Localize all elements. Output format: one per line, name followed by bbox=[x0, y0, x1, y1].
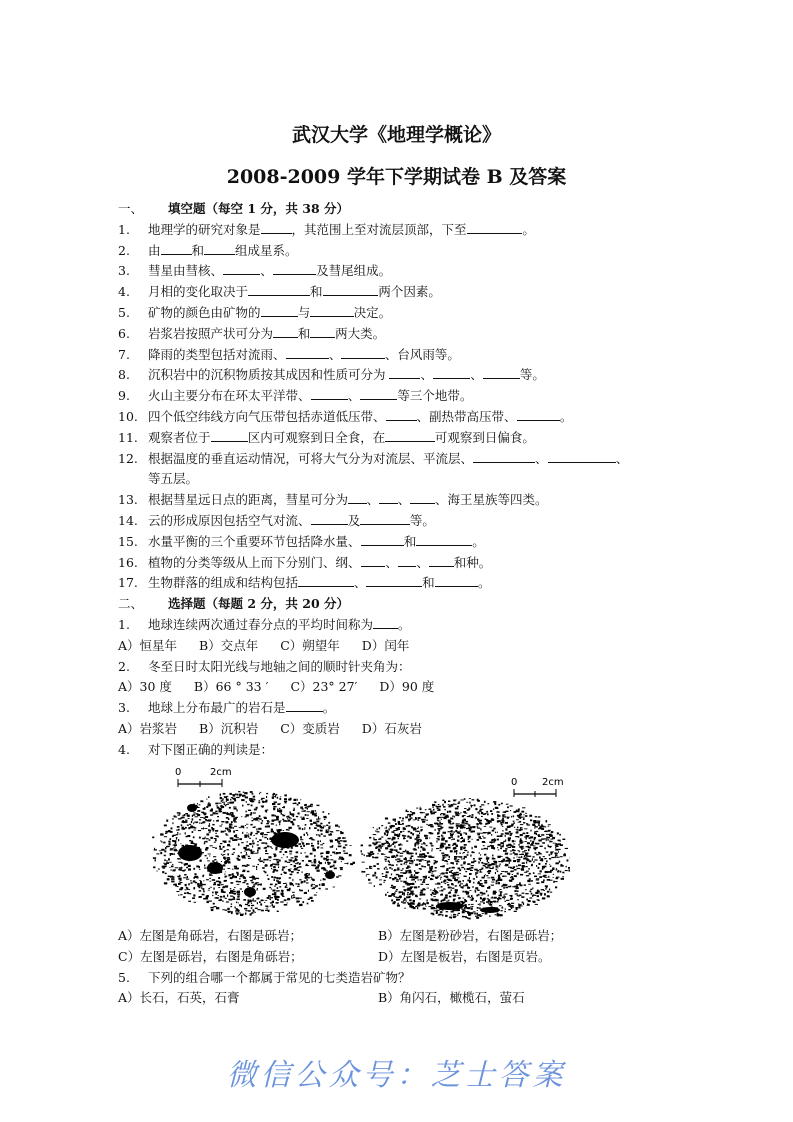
question-text: 四个低空纬线方向气压带包括赤道低压带、 bbox=[148, 408, 386, 424]
choice-question-3 bbox=[118, 698, 718, 719]
question-number: 11. bbox=[118, 429, 138, 445]
question-text: 等。 bbox=[519, 367, 545, 383]
question-text: 地球上分布最广的岩石是 bbox=[148, 700, 286, 716]
section-label: 选择题（每题 2 分，共 20 分） bbox=[168, 596, 350, 612]
question-text: 地理学的研究对象是 bbox=[148, 221, 261, 237]
question-number: 15. bbox=[118, 533, 138, 549]
answer-blank[interactable] bbox=[361, 532, 404, 546]
option-a[interactable]: A）恒星年 bbox=[118, 637, 178, 653]
fill-question-2 bbox=[118, 241, 718, 262]
question-number: 16. bbox=[118, 554, 138, 570]
scale-zero: 0 bbox=[511, 777, 518, 788]
option-d[interactable]: D）左图是板岩，右图是页岩。 bbox=[378, 948, 551, 964]
question-number: 5. bbox=[118, 969, 130, 985]
question-number: 14. bbox=[118, 512, 138, 528]
question-text: 区内可观察到日全食，在 bbox=[247, 429, 386, 445]
answer-blank[interactable] bbox=[204, 241, 235, 255]
answer-blank[interactable] bbox=[360, 511, 410, 525]
question-text: 岩浆岩按照产状可分为 bbox=[148, 325, 274, 341]
question-number: 3. bbox=[118, 700, 130, 716]
question-text: 和 bbox=[310, 284, 323, 300]
question-text: 和 bbox=[297, 325, 311, 341]
answer-blank[interactable] bbox=[517, 407, 560, 421]
question-text: 和 bbox=[191, 242, 205, 258]
answer-blank[interactable] bbox=[323, 282, 379, 296]
option-d[interactable]: D）闰年 bbox=[361, 637, 410, 653]
choice-questions bbox=[118, 615, 718, 761]
question-text: 两大类。 bbox=[335, 325, 386, 341]
question-number: 3. bbox=[118, 263, 130, 279]
choice-question-4 bbox=[118, 740, 718, 761]
option-c[interactable]: C）变质岩 bbox=[280, 720, 340, 736]
scale-zero: 0 bbox=[175, 767, 182, 778]
fill-question-5 bbox=[118, 303, 718, 324]
answer-blank[interactable] bbox=[467, 220, 523, 234]
option-b[interactable]: B）沉积岩 bbox=[199, 720, 259, 736]
option-c[interactable]: C）23° 27′ bbox=[290, 679, 358, 695]
question-text: 彗星由彗核、 bbox=[148, 263, 224, 279]
answer-blank[interactable] bbox=[379, 490, 398, 504]
fill-question-13 bbox=[118, 490, 718, 511]
question-text: 、 bbox=[347, 388, 361, 404]
question-number: 1. bbox=[118, 221, 130, 237]
question-text: 、 bbox=[366, 492, 380, 508]
watermark: 微信公众号：芝士答案 bbox=[226, 1058, 567, 1093]
question-text: ，其范围上至对流层顶部，下至 bbox=[291, 221, 467, 237]
answer-blank[interactable] bbox=[366, 573, 422, 587]
question-text: 水量平衡的三个重要环节包括降水量、 bbox=[148, 533, 361, 549]
question-number: 10. bbox=[118, 408, 138, 424]
answer-blank[interactable] bbox=[223, 261, 260, 275]
answer-blank[interactable] bbox=[341, 345, 384, 359]
exam-body bbox=[118, 199, 718, 761]
section-fill-heading bbox=[118, 199, 718, 220]
section-number: 一、 bbox=[118, 201, 144, 216]
scale-label: 2cm bbox=[542, 777, 564, 788]
question-text: 。 bbox=[322, 700, 336, 716]
option-d[interactable]: D）石灰岩 bbox=[361, 720, 422, 736]
answer-blank[interactable] bbox=[248, 282, 310, 296]
question-number: 13. bbox=[118, 492, 138, 508]
question-text: 可观察到日偏食。 bbox=[434, 429, 535, 445]
question-text: 沉积岩中的沉积物质按其成因和性质可分为 bbox=[148, 367, 390, 383]
answer-blank[interactable] bbox=[273, 261, 316, 275]
question-number: 17. bbox=[118, 575, 138, 591]
answer-blank[interactable] bbox=[386, 407, 417, 421]
fill-question-4 bbox=[118, 282, 718, 303]
answer-blank[interactable] bbox=[286, 698, 323, 712]
q5-options-row bbox=[118, 988, 718, 1009]
option-b[interactable]: B）66 ° 33 ′ bbox=[193, 679, 269, 695]
question-text: 、 bbox=[328, 346, 342, 362]
answer-blank[interactable] bbox=[410, 490, 435, 504]
option-b[interactable]: B）角闪石，橄榄石，萤石 bbox=[378, 990, 525, 1006]
question-text: 、 bbox=[615, 450, 629, 466]
question-text: 。 bbox=[522, 221, 535, 237]
question-text: 根据彗星远日点的距离，彗星可分为 bbox=[148, 492, 349, 508]
question-text: 、 bbox=[353, 575, 367, 591]
q4-options-row-1 bbox=[118, 926, 718, 947]
question-text: 、 bbox=[385, 554, 398, 570]
fill-question-8 bbox=[118, 365, 718, 386]
question-text: 组成星系。 bbox=[235, 242, 298, 258]
answer-blank[interactable] bbox=[310, 303, 353, 317]
answer-blank[interactable] bbox=[161, 241, 192, 255]
scale-bar-right bbox=[511, 777, 564, 797]
question-text: 。 bbox=[478, 575, 491, 591]
question-number: 5. bbox=[118, 304, 130, 320]
question-text: 月相的变化取决于 bbox=[148, 284, 249, 300]
option-b[interactable]: B）交点年 bbox=[199, 637, 259, 653]
question-text: 、 bbox=[397, 492, 411, 508]
answer-blank[interactable] bbox=[473, 449, 535, 463]
fill-in-questions bbox=[118, 220, 718, 594]
option-a[interactable]: A）左图是角砾岩，右图是砾岩； bbox=[118, 928, 303, 943]
question-text: 、 bbox=[535, 450, 548, 466]
answer-blank[interactable] bbox=[548, 449, 616, 463]
answer-blank[interactable] bbox=[310, 324, 335, 338]
question-number: 6. bbox=[118, 325, 130, 341]
question-number: 2. bbox=[118, 242, 130, 258]
answer-blank[interactable] bbox=[483, 365, 520, 379]
option-a[interactable]: A）30 度 bbox=[118, 679, 172, 695]
choice-question-1 bbox=[118, 615, 718, 636]
question-text: 降雨的类型包括对流雨、 bbox=[148, 346, 286, 362]
choice-question-2 bbox=[118, 657, 718, 678]
question-number: 1. bbox=[118, 616, 130, 632]
question-text: 观察者位于 bbox=[148, 429, 211, 445]
document-subtitle: 2008-2009 学年下学期试卷 B 及答案 bbox=[226, 166, 567, 188]
fill-question-17 bbox=[118, 573, 718, 594]
answer-blank[interactable] bbox=[435, 573, 478, 587]
answer-blank[interactable] bbox=[398, 553, 417, 567]
fill-question-1 bbox=[118, 220, 718, 241]
document-title: 武汉大学《地理学概论》 bbox=[291, 124, 501, 146]
question-text: 、 bbox=[420, 367, 433, 383]
answer-blank[interactable] bbox=[433, 365, 470, 379]
question-text: 火山主要分布在环太平洋带、 bbox=[148, 388, 311, 404]
answer-blank[interactable] bbox=[211, 428, 248, 442]
question-text: 等三个地带。 bbox=[397, 388, 473, 404]
question-text: 冬至日时太阳光线与地轴之间的顺时针夹角为： bbox=[148, 658, 411, 674]
question-text: 及彗尾组成。 bbox=[316, 263, 392, 279]
answer-blank[interactable] bbox=[286, 345, 329, 359]
question-text: 下列的组合哪一个都属于常见的七类造岩矿物？ bbox=[148, 969, 411, 985]
question-text: 生物群落的组成和结构包括 bbox=[148, 575, 299, 591]
question-text: 等。 bbox=[409, 512, 435, 528]
question-number: 8. bbox=[118, 367, 130, 383]
answer-blank[interactable] bbox=[373, 615, 398, 629]
option-a[interactable]: A）岩浆岩 bbox=[118, 720, 178, 736]
option-a[interactable]: A）长石，石英，石膏 bbox=[118, 990, 240, 1006]
section-choice-heading bbox=[118, 594, 718, 615]
question-text: 及 bbox=[347, 512, 361, 528]
question-text: 、台风雨等。 bbox=[384, 346, 460, 362]
question-text: 由 bbox=[148, 242, 161, 258]
fill-question-12 bbox=[118, 449, 718, 470]
question-text: 。 bbox=[472, 533, 485, 549]
fill-question-7 bbox=[118, 345, 718, 366]
question-text: 和 bbox=[422, 575, 435, 591]
question-continuation: 等五层。 bbox=[148, 471, 199, 487]
question-5 bbox=[118, 968, 718, 989]
question-text: 、副热带高压带、 bbox=[416, 408, 517, 424]
options-row bbox=[118, 636, 718, 657]
question-text: 根据温度的垂直运动情况，可将大气分为对流层、平流层、 bbox=[148, 450, 474, 466]
fill-question-3 bbox=[118, 261, 718, 282]
section-label: 填空题（每空 1 分，共 38 分） bbox=[168, 201, 350, 216]
question-text: 。 bbox=[397, 616, 411, 632]
question-text: 决定。 bbox=[353, 304, 392, 320]
question-text: 、海王星族等四类。 bbox=[435, 492, 548, 508]
question-text: 植物的分类等级从上而下分别门、纲、 bbox=[148, 554, 361, 570]
rock-figures bbox=[150, 760, 570, 928]
fill-question-9 bbox=[118, 386, 718, 407]
answer-blank[interactable] bbox=[261, 220, 292, 234]
question-text: 和 bbox=[403, 533, 417, 549]
question-text: 地球连续两次通过春分点的平均时间称为 bbox=[148, 616, 374, 632]
option-b[interactable]: B）左图是粉砂岩，右图是砾岩； bbox=[378, 928, 563, 943]
right-rock-image bbox=[361, 798, 570, 919]
options-row bbox=[118, 677, 718, 698]
answer-blank[interactable] bbox=[273, 324, 298, 338]
question-text: 、 bbox=[260, 263, 273, 279]
option-c[interactable]: C）左图是砾岩，右图是角砾岩； bbox=[118, 948, 303, 964]
option-c[interactable]: C）朔望年 bbox=[280, 637, 340, 653]
question-text: 与 bbox=[297, 304, 311, 320]
question-number: 7. bbox=[118, 346, 130, 362]
question-text: 、 bbox=[416, 554, 429, 570]
answer-blank[interactable] bbox=[389, 365, 420, 379]
scale-label: 2cm bbox=[210, 767, 232, 778]
question-number: 2. bbox=[118, 658, 130, 674]
exam-body-continued bbox=[118, 926, 718, 1009]
scale-bar-left bbox=[175, 767, 232, 787]
fill-question-16 bbox=[118, 553, 718, 574]
q4-options-row-2 bbox=[118, 947, 718, 968]
question-number: 9. bbox=[118, 388, 130, 404]
answer-blank[interactable] bbox=[429, 553, 454, 567]
question-text: 。 bbox=[559, 408, 573, 424]
answer-blank[interactable] bbox=[311, 511, 348, 525]
question-text: 、 bbox=[470, 367, 483, 383]
question-text: 和种。 bbox=[453, 554, 492, 570]
fill-question-14 bbox=[118, 511, 718, 532]
question-number: 4. bbox=[118, 284, 130, 300]
options-row bbox=[118, 719, 718, 740]
fill-question-10 bbox=[118, 407, 718, 428]
answer-blank[interactable] bbox=[311, 386, 348, 400]
section-number: 二、 bbox=[118, 596, 144, 612]
answer-blank[interactable] bbox=[348, 490, 367, 504]
answer-blank[interactable] bbox=[298, 573, 354, 587]
question-text: 矿物的颜色由矿物的 bbox=[148, 304, 261, 320]
answer-blank[interactable] bbox=[416, 532, 472, 546]
fill-question-11 bbox=[118, 428, 718, 449]
question-text: 两个因素。 bbox=[378, 284, 441, 300]
question-number: 4. bbox=[118, 741, 130, 757]
answer-blank[interactable] bbox=[261, 303, 298, 317]
option-d[interactable]: D）90 度 bbox=[379, 679, 435, 695]
left-rock-image bbox=[152, 791, 355, 916]
question-text: 对下图正确的判读是： bbox=[148, 741, 274, 757]
fill-question-15 bbox=[118, 532, 718, 553]
answer-blank[interactable] bbox=[361, 553, 386, 567]
question-text: 云的形成原因包括空气对流、 bbox=[148, 512, 311, 528]
answer-blank[interactable] bbox=[385, 428, 435, 442]
fill-question-6 bbox=[118, 324, 718, 345]
question-number: 12. bbox=[118, 450, 138, 466]
answer-blank[interactable] bbox=[360, 386, 397, 400]
